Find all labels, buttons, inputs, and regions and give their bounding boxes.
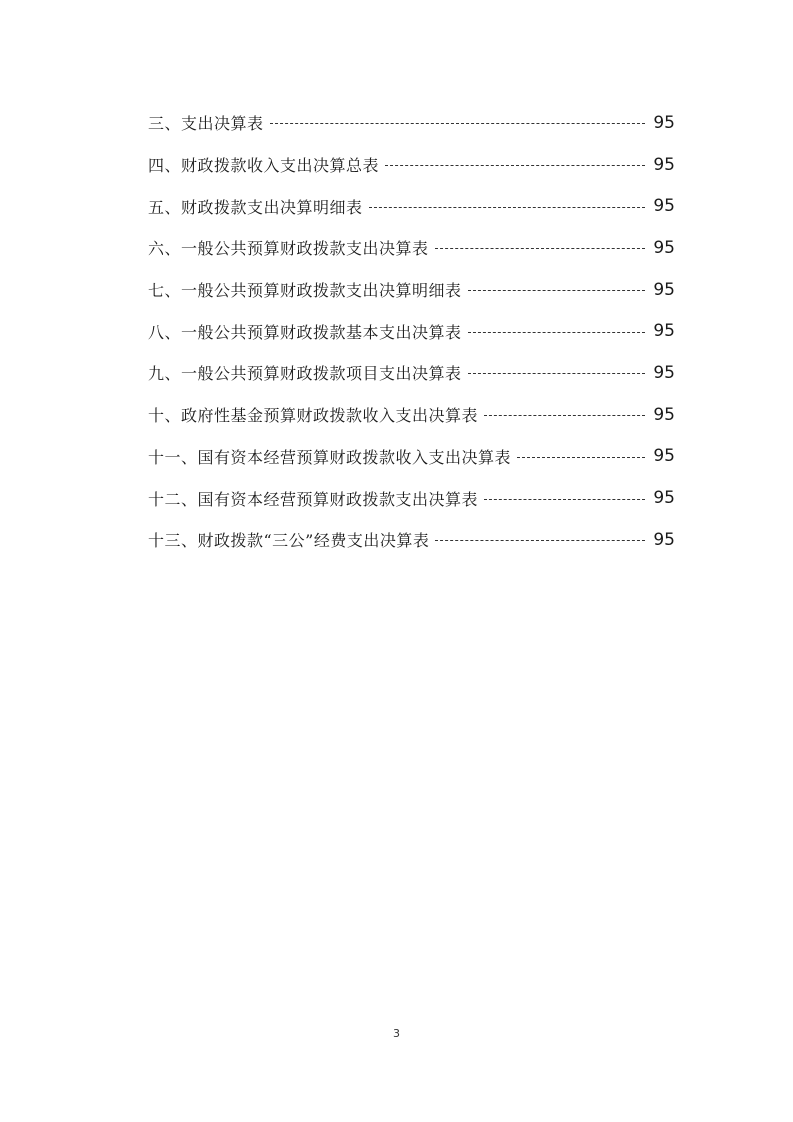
table-of-contents [148, 102, 675, 561]
toc-entry-title: 七、一般公共预算财政拨款支出决算明细表 [148, 281, 462, 301]
toc-entry-title: 三、支出决算表 [148, 114, 264, 134]
toc-leader-dots [468, 332, 646, 333]
page-number: 3 [393, 1027, 400, 1040]
toc-leader-dots [369, 207, 646, 208]
toc-entry-title: 六、一般公共预算财政拨款支出决算表 [148, 239, 429, 259]
toc-entry-title: 八、一般公共预算财政拨款基本支出决算表 [148, 322, 462, 342]
toc-entry[interactable] [148, 436, 675, 478]
toc-entry-title: 五、财政拨款支出决算明细表 [148, 197, 363, 217]
toc-leader-dots [468, 373, 646, 374]
toc-entry[interactable] [148, 477, 675, 519]
toc-entry-page: 95 [653, 237, 675, 258]
toc-leader-dots [435, 248, 646, 249]
toc-leader-dots [517, 457, 645, 458]
toc-leader-dots [385, 165, 645, 166]
toc-entry-title: 十二、国有资本经营预算财政拨款支出决算表 [148, 489, 479, 509]
toc-entry[interactable] [148, 269, 675, 311]
toc-entry-page: 95 [653, 321, 675, 342]
toc-entry-page: 95 [653, 196, 675, 217]
toc-entry[interactable] [148, 227, 675, 269]
toc-entry-page: 95 [653, 488, 675, 509]
toc-entry[interactable] [148, 144, 675, 186]
toc-entry-title: 九、一般公共预算财政拨款项目支出决算表 [148, 364, 462, 384]
toc-entry[interactable] [148, 310, 675, 352]
toc-entry-page: 95 [653, 279, 675, 300]
toc-entry-title: 十一、国有资本经营预算财政拨款收入支出决算表 [148, 447, 512, 467]
toc-leader-dots [484, 499, 645, 500]
toc-entry[interactable] [148, 185, 675, 227]
toc-entry[interactable] [148, 394, 675, 436]
toc-leader-dots [270, 123, 646, 124]
toc-entry[interactable] [148, 102, 675, 144]
toc-leader-dots [435, 540, 645, 541]
toc-entry-page: 95 [653, 362, 675, 383]
toc-entry-page: 95 [653, 154, 675, 175]
toc-entry-page: 95 [653, 404, 675, 425]
toc-entry-title: 十三、财政拨款“三公”经费支出决算表 [148, 531, 430, 551]
toc-entry-page: 95 [653, 529, 675, 550]
toc-leader-dots [484, 415, 645, 416]
toc-entry-page: 95 [653, 112, 675, 133]
toc-entry-page: 95 [653, 446, 675, 467]
toc-leader-dots [468, 290, 646, 291]
toc-entry-title: 四、财政拨款收入支出决算总表 [148, 156, 380, 176]
toc-entry-title: 十、政府性基金预算财政拨款收入支出决算表 [148, 406, 479, 426]
toc-entry[interactable] [148, 519, 675, 561]
toc-entry[interactable] [148, 352, 675, 394]
